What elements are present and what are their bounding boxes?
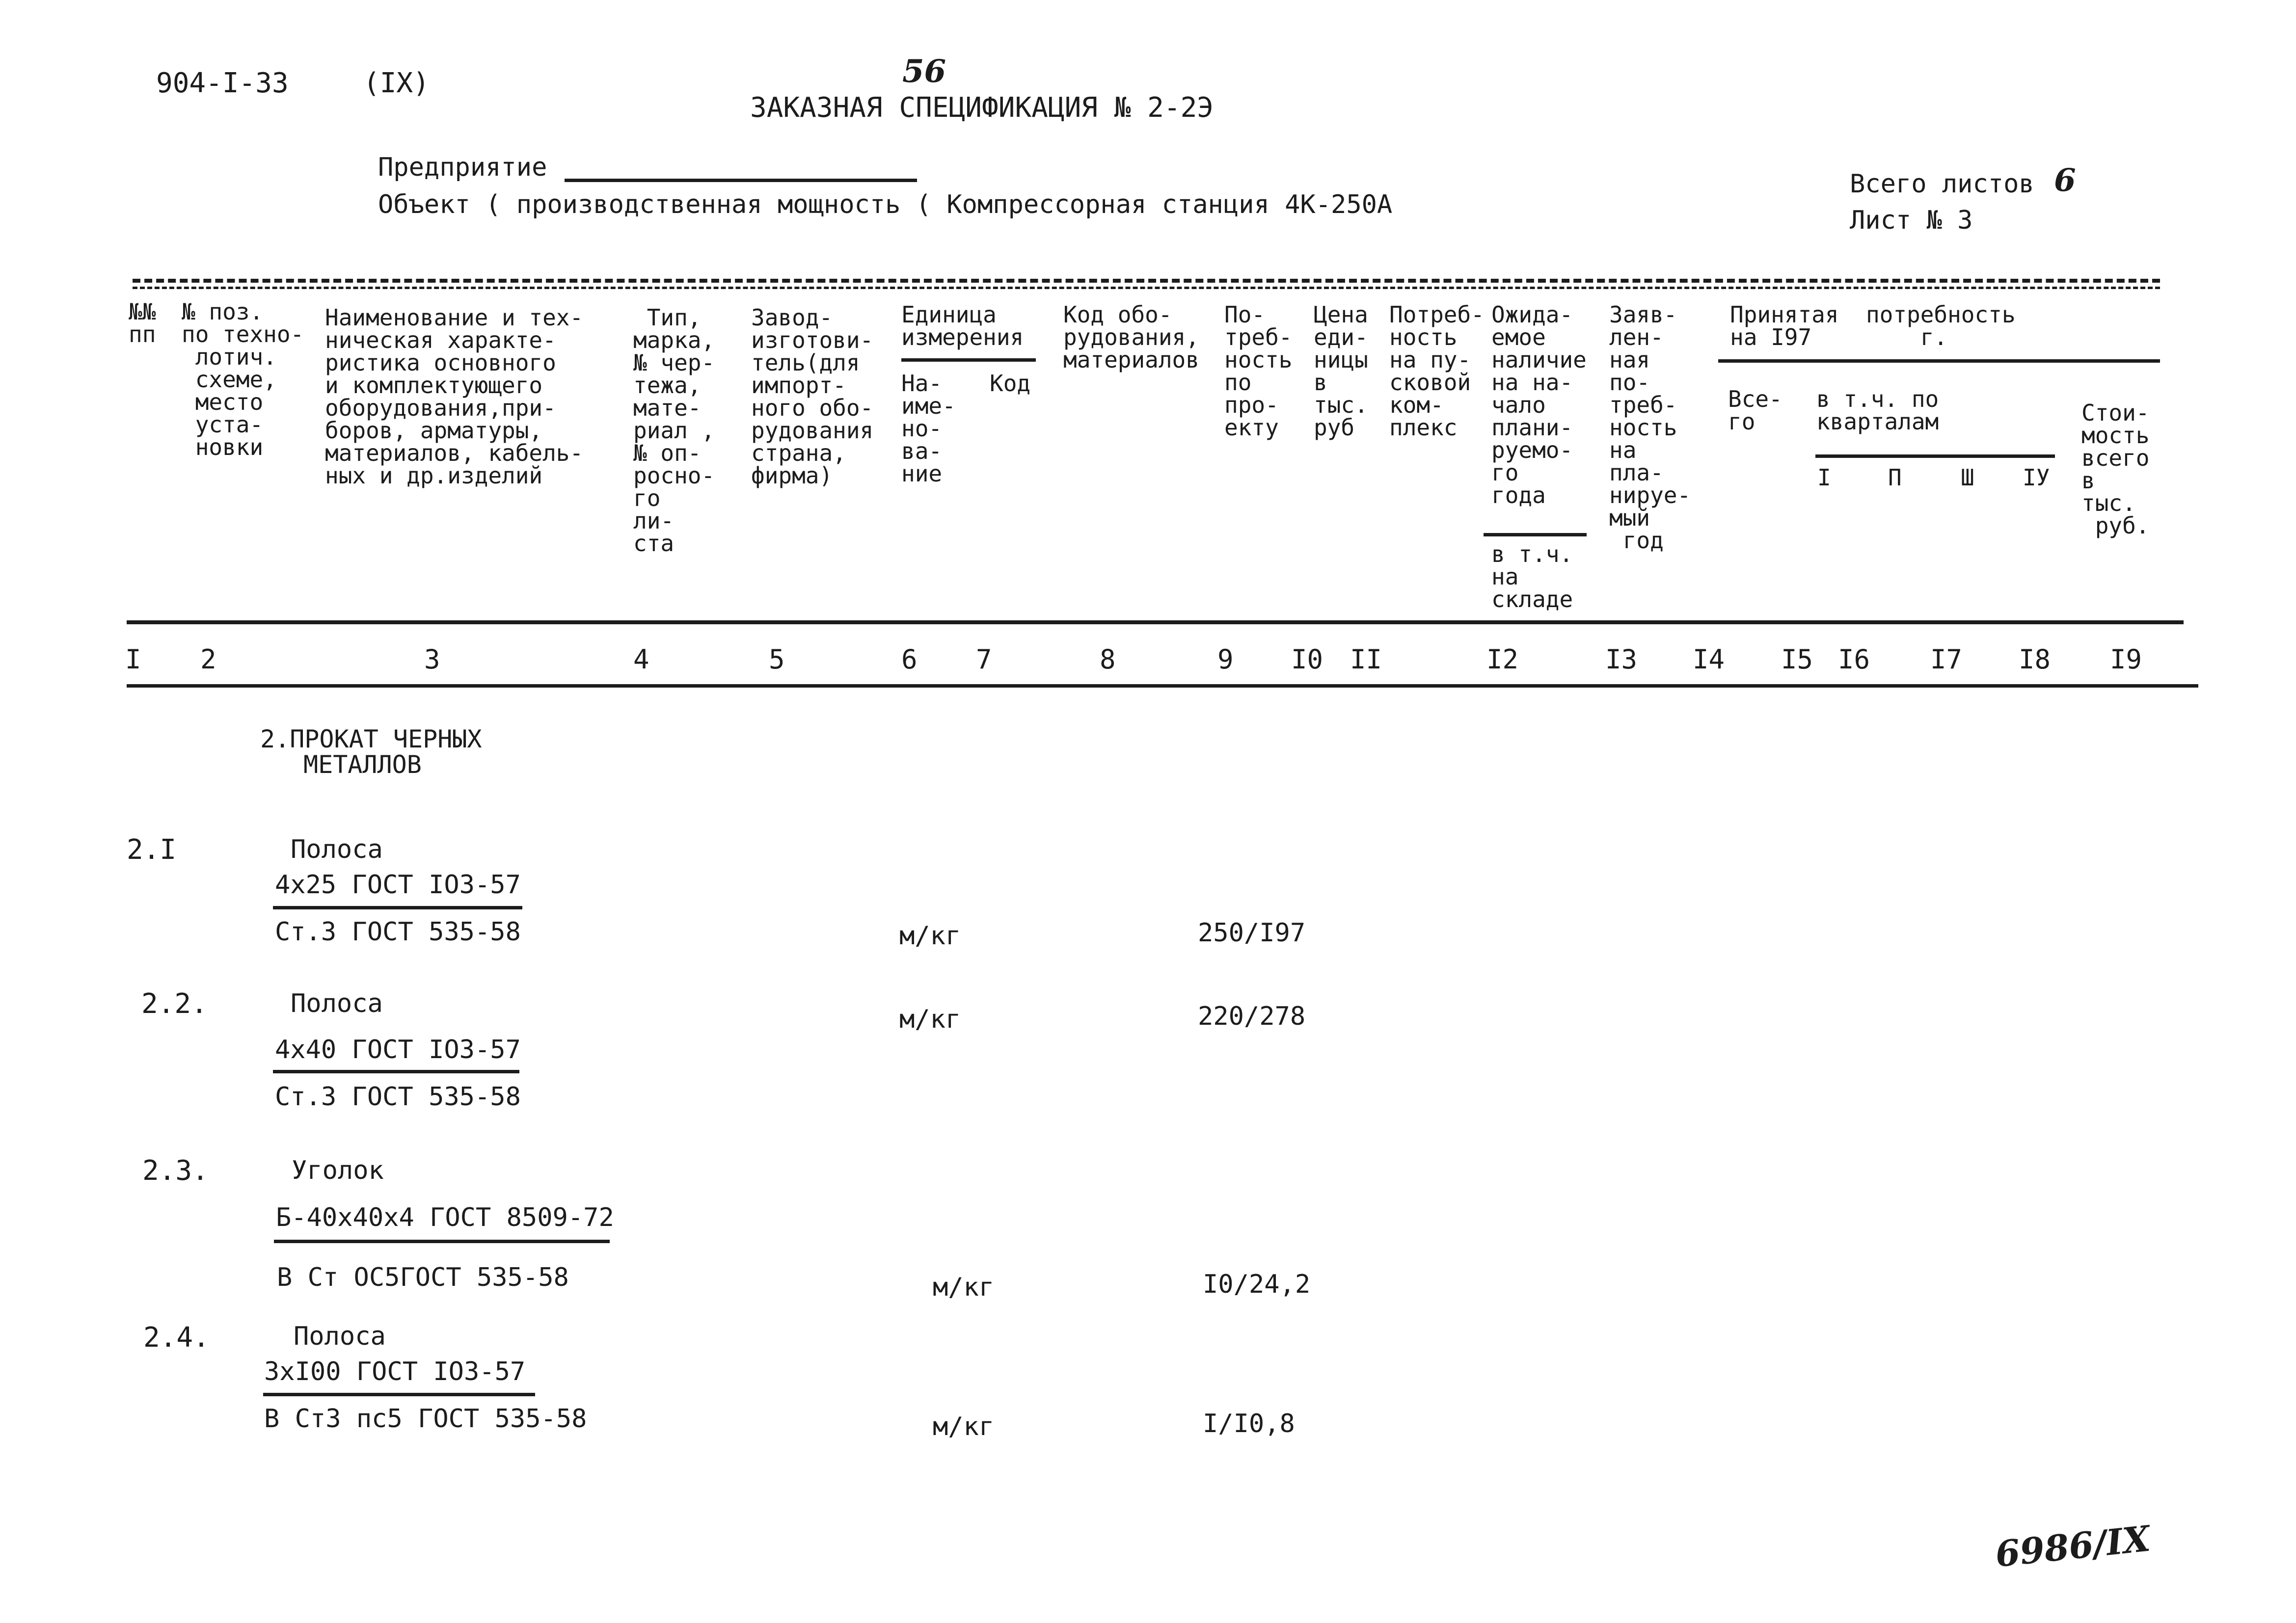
row-item-name: Полоса [294, 1322, 386, 1351]
col-number-10: I0 [1291, 644, 1324, 675]
col-header-9: По- треб- ность по про- екту [1224, 301, 1293, 441]
col-header-accepted-group: Принятая потребность на I97 г. [1730, 301, 2016, 350]
document-number: 904-I-33 [156, 67, 289, 99]
row-number: 2.I [127, 834, 177, 866]
page-number: 56 [902, 53, 946, 90]
row-spec-material: Ст.3 ГОСТ 535-58 [275, 1082, 521, 1112]
col-number-16: I6 [1838, 644, 1870, 675]
header-bottom-rule [127, 620, 2184, 624]
total-sheets-label: Всего листов [1850, 169, 2034, 199]
numbers-bottom-rule [127, 684, 2198, 688]
col-number-1: I [125, 644, 141, 675]
accepted-group-rule [1718, 359, 2160, 363]
section-title-line2: МЕТАЛЛОВ [303, 750, 422, 779]
row-quantity: 250/I97 [1198, 918, 1306, 948]
col-number-2: 2 [200, 644, 216, 675]
unit-group-rule [901, 358, 1036, 362]
row-spec-standard: Б-40х40х4 ГОСТ 8509-72 [276, 1203, 614, 1232]
col-header-10: Цена еди- ницы в тыс. руб [1314, 301, 1368, 441]
col-number-8: 8 [1100, 644, 1116, 675]
col-header-19: Стои- мость всего в тыс. руб. [2081, 399, 2150, 539]
header-top-dashed-rule-2 [133, 287, 2160, 289]
row-spec-standard: 4х40 ГОСТ IO3-57 [275, 1035, 521, 1064]
row-spec-material: Ст.3 ГОСТ 535-58 [275, 917, 521, 947]
col-header-q1: I [1817, 464, 1831, 491]
col-number-13: I3 [1605, 644, 1638, 675]
archive-number: 6986/IX [1993, 1517, 2152, 1575]
row-quantity: I0/24,2 [1203, 1270, 1311, 1299]
row-number: 2.3. [142, 1155, 209, 1187]
total-sheets-value: 6 [2054, 162, 2076, 199]
row-number: 2.4. [143, 1322, 210, 1354]
col-number-19: I9 [2110, 644, 2142, 675]
col-header-2: № поз. по техно- лотич. схеме, место уста- новки [182, 298, 304, 460]
header-top-dashed-rule [133, 279, 2160, 283]
quarters-group-rule [1815, 454, 2055, 458]
col-number-3: 3 [424, 644, 440, 675]
col-number-4: 4 [633, 644, 649, 675]
section-title-line1: 2.ПРОКАТ ЧЕРНЫХ [260, 725, 482, 753]
row-spec-underline [273, 1070, 519, 1073]
document-part: (IX) [363, 67, 430, 99]
col-12-sub-rule [1484, 533, 1587, 536]
col-number-7: 7 [976, 644, 992, 675]
row-spec-underline [273, 906, 522, 909]
row-item-name: Полоса [291, 989, 383, 1018]
col-header-7: Код [990, 370, 1031, 397]
row-unit: м/кг [933, 1273, 995, 1302]
col-header-1: №№ пп [129, 298, 156, 347]
row-spec-standard: 3хI00 ГОСТ IO3-57 [264, 1357, 526, 1386]
col-header-quarters-group: в т.ч. по кварталам [1816, 386, 1939, 435]
col-header-q4: IУ [2023, 464, 2050, 491]
col-header-unit-group: Единица измерения [901, 301, 1024, 350]
col-number-14: I4 [1693, 644, 1725, 675]
row-unit: м/кг [899, 1005, 961, 1034]
sheet-number: Лист № 3 [1850, 206, 1973, 235]
enterprise-blank-line [565, 179, 917, 182]
object-line: Объект ( производственная мощность ( Компрессорная станция 4К-250А [378, 190, 1393, 219]
row-item-name: Полоса [291, 835, 383, 864]
col-header-q2: П [1888, 464, 1902, 491]
col-number-5: 5 [769, 644, 785, 675]
row-item-name: Уголок [292, 1156, 384, 1185]
row-unit: м/кг [933, 1412, 995, 1441]
row-quantity: 220/278 [1198, 1002, 1306, 1031]
row-spec-standard: 4х25 ГОСТ IO3-57 [275, 870, 521, 900]
row-spec-material: В Ст ОС5ГОСТ 535-58 [277, 1263, 569, 1292]
col-header-12-sub: в т.ч. на складе [1491, 541, 1573, 612]
col-header-3: Наименование и тех- ническая характе- ристика основного и комплектующего оборудования,при- боров, арматуры, материалов, кабель- ных и др.изделий [325, 304, 584, 489]
col-header-12: Ожида- емое наличие на на- чало плани- руемо- го года [1491, 301, 1587, 508]
row-spec-underline [274, 1240, 610, 1243]
col-number-17: I7 [1930, 644, 1963, 675]
col-header-8: Код обо- рудования, материалов [1063, 301, 1199, 373]
row-unit: м/кг [899, 921, 961, 951]
col-header-q3: Ш [1961, 464, 1974, 491]
row-spec-underline [263, 1393, 535, 1396]
document-title: ЗАКАЗНАЯ СПЕЦИФИКАЦИЯ № 2-2Э [750, 92, 1214, 124]
col-header-4: Тип, марка, № чер- тежа, мате- риал , № оп- росно- го ли- ста [633, 304, 715, 557]
col-number-18: I8 [2019, 644, 2051, 675]
col-header-13: Заяв- лен- ная по- треб- ность на пла- нируе- мый год [1609, 301, 1691, 554]
col-number-6: 6 [901, 644, 918, 675]
col-number-11: II [1350, 644, 1382, 675]
col-number-9: 9 [1217, 644, 1234, 675]
row-quantity: I/I0,8 [1203, 1409, 1295, 1438]
row-number: 2.2. [141, 988, 208, 1020]
row-spec-material: В Ст3 пс5 ГОСТ 535-58 [264, 1404, 587, 1434]
col-header-5: Завод- изготови- тель(для импорт- ного обо- рудования страна, фирма) [751, 304, 874, 489]
col-number-12: I2 [1486, 644, 1519, 675]
col-header-14: Все- го [1728, 386, 1783, 435]
col-header-11: Потреб- ность на пу- сковой ком- плекс [1389, 301, 1485, 441]
enterprise-label: Предприятие [378, 153, 547, 182]
col-header-6: На- име- но- ва- ние [901, 370, 956, 487]
col-number-15: I5 [1781, 644, 1813, 675]
